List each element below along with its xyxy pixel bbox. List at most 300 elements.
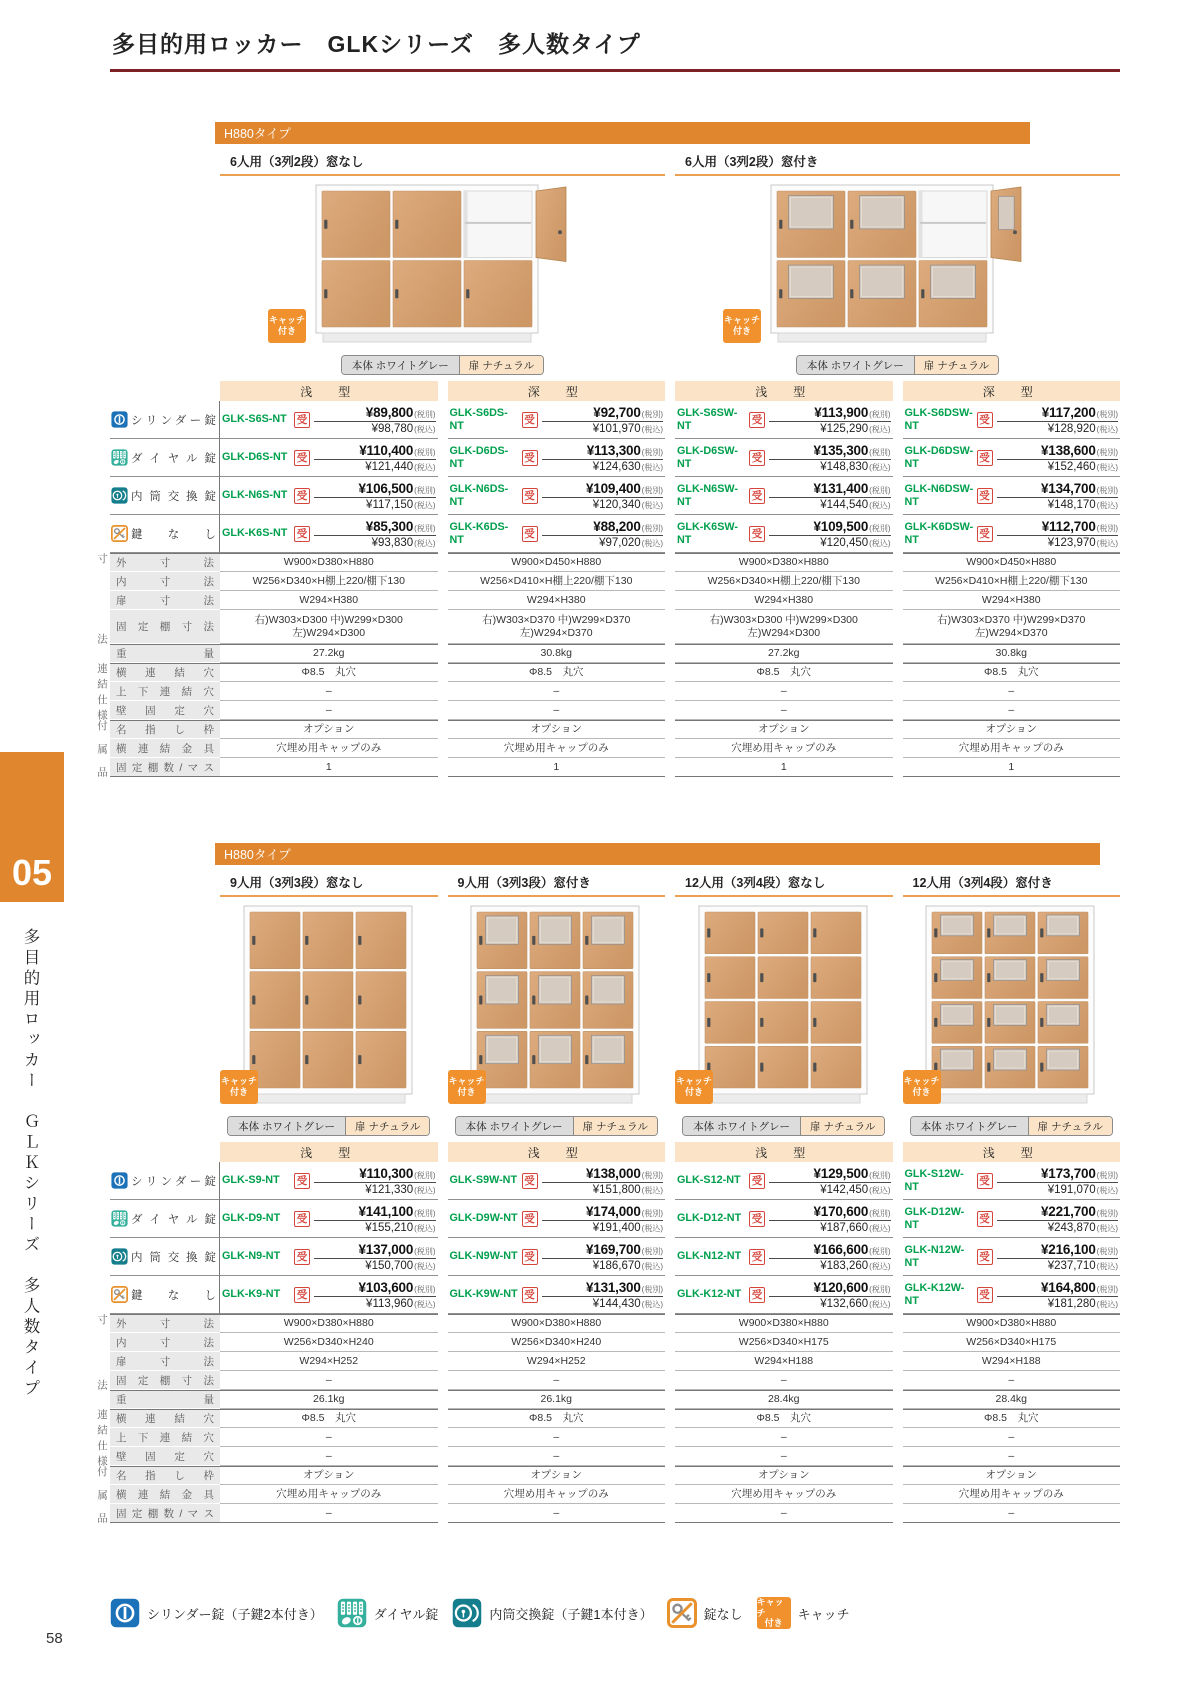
price-tax-excluded: ¥166,600: [813, 1241, 869, 1257]
order-stamp: 受: [749, 450, 765, 466]
order-stamp: 受: [522, 488, 538, 504]
color-spec-chip: [796, 355, 999, 375]
model-code: GLK-D12-NT: [677, 1212, 742, 1225]
price-tax-excluded: ¥110,300: [359, 1165, 414, 1181]
order-stamp: 受: [294, 1173, 310, 1189]
price-tax-included: ¥243,870: [1047, 1221, 1096, 1234]
order-stamp: 受: [522, 1173, 538, 1189]
price-tax-excluded: ¥221,700: [1040, 1203, 1096, 1219]
tax-excluded-suffix: (税別): [414, 409, 436, 419]
price-tax-excluded: ¥131,400: [813, 480, 869, 496]
door-color-label: 扉 ナチュラル: [1028, 1117, 1112, 1135]
spec-value: Φ8.5 丸穴: [675, 663, 893, 682]
tax-excluded-suffix: (税別): [869, 1246, 891, 1256]
spec-value: –: [675, 1504, 893, 1523]
order-stamp: 受: [977, 412, 993, 428]
tax-included-suffix: (税込): [869, 1185, 891, 1195]
no-lock-icon: [111, 1286, 128, 1303]
spec-value: Φ8.5 丸穴: [903, 1409, 1121, 1428]
spec-value: 30.8kg: [448, 644, 666, 663]
spec-value: W294×H380: [903, 591, 1121, 610]
price-tax-excluded: ¥169,700: [585, 1241, 641, 1257]
spec-value: W900×D380×H880: [220, 1314, 438, 1333]
spec-value: オプション: [675, 720, 893, 739]
price-column: [220, 381, 438, 777]
price-tax-excluded: ¥109,400: [585, 480, 641, 496]
cylinder-lock-icon: [111, 1172, 128, 1189]
spec-value: オプション: [220, 1466, 438, 1485]
catch-badge: [448, 1070, 486, 1104]
no-lock-icon: [111, 525, 128, 542]
page-number: 58: [46, 1630, 63, 1647]
order-stamp: 受: [522, 526, 538, 542]
locker-illustration: [315, 184, 571, 349]
tax-included-suffix: (税込): [869, 1299, 891, 1309]
price-cell: [675, 1162, 893, 1200]
spec-value: Φ8.5 丸穴: [903, 663, 1121, 682]
price-cell: [675, 515, 893, 553]
product-subtitle: 9人用（3列3段）窓付き: [448, 868, 666, 897]
spec-value: –: [675, 1371, 893, 1390]
order-stamp: 受: [294, 412, 310, 428]
spec-row-label: 壁 固 定 穴: [110, 1447, 220, 1466]
product-subtitle: 6人用（3列2段）窓なし: [220, 147, 665, 176]
cylinder-lock-icon: [110, 1598, 140, 1628]
lock-type-name: ダイヤル錠: [131, 452, 216, 465]
tax-excluded-suffix: (税別): [641, 1284, 663, 1294]
column-type-header: 浅 型: [675, 381, 893, 401]
price-cell: [448, 515, 666, 553]
price-cell: [220, 401, 438, 439]
spec-row-label: 上下連結穴: [110, 1428, 220, 1447]
price-tax-included: ¥124,630: [592, 460, 641, 473]
spec-row-label: 重 量: [110, 644, 220, 663]
model-code: GLK-S12-NT: [677, 1174, 741, 1187]
model-code: GLK-K9-NT: [222, 1288, 281, 1301]
tax-excluded-suffix: (税別): [869, 1208, 891, 1218]
spec-row-label: 固定棚寸法: [110, 610, 220, 644]
spec-value: –: [448, 1504, 666, 1523]
order-stamp: 受: [977, 1249, 993, 1265]
price-tax-included: ¥120,340: [592, 498, 641, 511]
tax-included-suffix: (税込): [869, 500, 891, 510]
spec-value: Φ8.5 丸穴: [448, 1409, 666, 1428]
product-subtitle: 12人用（3列4段）窓付き: [903, 868, 1121, 897]
spec-value: W900×D450×H880: [903, 553, 1121, 572]
tax-excluded-suffix: (税別): [641, 447, 663, 457]
price-tax-included: ¥187,660: [820, 1221, 869, 1234]
price-cell: [903, 1276, 1121, 1314]
lock-type-label: [110, 1276, 220, 1314]
model-code: GLK-N12-NT: [677, 1250, 742, 1263]
price-tax-excluded: ¥137,000: [358, 1241, 414, 1257]
lock-type-name: シリンダー錠: [131, 1175, 216, 1188]
spec-group-label: 付属品: [96, 720, 108, 777]
spec-value: –: [220, 1371, 438, 1390]
price-tax-excluded: ¥120,600: [813, 1279, 869, 1295]
price-column: [448, 381, 666, 777]
lock-type-label: [110, 401, 220, 439]
price-tax-excluded: ¥135,300: [813, 442, 869, 458]
body-color-label: 本体 ホワイトグレー: [228, 1117, 345, 1135]
product-image: [220, 905, 438, 1110]
price-cell: [448, 477, 666, 515]
price-tax-included: ¥155,210: [365, 1221, 414, 1234]
model-code: GLK-N6DSW-NT: [904, 483, 974, 508]
model-code: GLK-S9W-NT: [449, 1174, 518, 1187]
spec-value: W294×H188: [903, 1352, 1121, 1371]
catch-badge-line1: キャッチ: [448, 1076, 485, 1087]
price-cell: [448, 401, 666, 439]
spec-row-label: 横連結金具: [110, 739, 220, 758]
tax-included-suffix: (税込): [414, 1223, 436, 1233]
spec-row-label: 固定棚寸法: [110, 1371, 220, 1390]
spec-value: W256×D340×H棚上220/棚下130: [675, 572, 893, 591]
order-stamp: 受: [977, 526, 993, 542]
price-tax-excluded: ¥109,500: [813, 518, 869, 534]
spec-value: –: [675, 1428, 893, 1447]
price-tax-excluded: ¥113,900: [814, 404, 869, 420]
spec-value: W294×H188: [675, 1352, 893, 1371]
body-color-label: 本体 ホワイトグレー: [797, 356, 914, 374]
spec-value: –: [903, 1504, 1121, 1523]
tax-excluded-suffix: (税別): [869, 447, 891, 457]
tax-excluded-suffix: (税別): [414, 1284, 436, 1294]
spec-value: –: [220, 682, 438, 701]
price-tax-excluded: ¥164,800: [1040, 1279, 1096, 1295]
spec-value: オプション: [675, 1466, 893, 1485]
color-spec-chip: [682, 1116, 885, 1136]
tax-included-suffix: (税込): [641, 462, 663, 472]
lock-type-name: 鍵 な し: [131, 528, 216, 541]
lock-type-label: [110, 1238, 220, 1276]
price-tax-excluded: ¥173,700: [1040, 1165, 1096, 1181]
price-tax-included: ¥128,920: [1047, 422, 1096, 435]
chapter-tab: [0, 752, 64, 902]
catch-badge: [675, 1070, 713, 1104]
color-spec-chip: [455, 1116, 658, 1136]
tax-excluded-suffix: (税別): [414, 523, 436, 533]
locker-illustration: [470, 905, 642, 1110]
order-stamp: 受: [294, 1211, 310, 1227]
chapter-number: 05: [12, 852, 53, 893]
spec-price-table: [97, 381, 1120, 777]
spec-row-label: 外 寸 法: [110, 553, 220, 572]
spec-group-label: 連結仕様: [96, 663, 108, 720]
spec-value: W294×H380: [448, 591, 666, 610]
spec-group-label: 寸法: [96, 553, 108, 644]
price-tax-excluded: ¥141,100: [358, 1203, 414, 1219]
tax-excluded-suffix: (税別): [1096, 447, 1118, 457]
sidebar-vertical-title: 多目的用ロッカー ＧＬＫシリーズ 多人数タイプ: [21, 928, 39, 1400]
price-column: [675, 381, 893, 777]
lock-type-label: [110, 1200, 220, 1238]
order-stamp: 受: [749, 1173, 765, 1189]
spec-group-label: 寸法: [96, 1314, 108, 1390]
price-tax-excluded: ¥138,000: [585, 1165, 641, 1181]
legend-label: 内筒交換錠（子鍵1本付き）: [489, 1606, 653, 1622]
color-chip-row: [220, 355, 1120, 375]
price-column: [903, 1142, 1121, 1523]
price-tax-excluded: ¥112,700: [1041, 518, 1096, 534]
dial-lock-icon: [337, 1598, 367, 1628]
price-tax-included: ¥144,540: [820, 498, 869, 511]
model-code: GLK-N6DS-NT: [449, 483, 509, 508]
order-stamp: 受: [749, 1287, 765, 1303]
locker-illustration: [925, 905, 1097, 1110]
tax-excluded-suffix: (税別): [1096, 485, 1118, 495]
tax-excluded-suffix: (税別): [641, 1170, 663, 1180]
tax-included-suffix: (税込): [1096, 1299, 1118, 1309]
legend-label: 錠なし: [703, 1606, 743, 1622]
order-stamp: 受: [294, 526, 310, 542]
product-image: [448, 905, 666, 1110]
spec-value: 穴埋め用キャップのみ: [903, 1485, 1121, 1504]
price-cell: [220, 439, 438, 477]
model-code: GLK-K6DSW-NT: [904, 521, 974, 546]
section-header-bar: H880タイプ: [215, 843, 1100, 865]
lock-type-name: 鍵 な し: [131, 1289, 216, 1302]
spec-value: 右)W303×D300 中)W299×D300 左)W294×D300: [220, 610, 438, 644]
spec-value: W256×D340×H240: [448, 1333, 666, 1352]
spec-row-label: 固定棚数/マス: [110, 758, 220, 777]
spec-row-label: 横 連 結 穴: [110, 1409, 220, 1428]
lock-type-label: [110, 477, 220, 515]
color-spec-chip: [227, 1116, 430, 1136]
tax-excluded-suffix: (税別): [1096, 409, 1118, 419]
spec-value: 30.8kg: [903, 644, 1121, 663]
column-type-header: 浅 型: [675, 1142, 893, 1162]
spec-value: –: [448, 1428, 666, 1447]
spec-value: W294×H380: [220, 591, 438, 610]
spec-value: 穴埋め用キャップのみ: [220, 739, 438, 758]
model-code: GLK-K6S-NT: [222, 527, 288, 540]
price-tax-included: ¥97,020: [599, 536, 641, 549]
price-tax-included: ¥186,670: [592, 1259, 641, 1272]
column-type-header: 浅 型: [220, 381, 438, 401]
locker-illustration: [243, 905, 415, 1110]
model-code: GLK-K12W-NT: [904, 1282, 965, 1307]
spec-value: W256×D410×H棚上220/棚下130: [903, 572, 1121, 591]
tax-excluded-suffix: (税別): [1096, 523, 1118, 533]
spec-value: –: [220, 1504, 438, 1523]
spec-value: 1: [220, 758, 438, 777]
tax-included-suffix: (税込): [869, 424, 891, 434]
no-lock-icon: [667, 1598, 697, 1628]
tax-included-suffix: (税込): [1096, 462, 1118, 472]
tax-excluded-suffix: (税別): [1096, 1208, 1118, 1218]
lock-type-label: [110, 1162, 220, 1200]
catch-badge-line2: 付き: [732, 326, 751, 336]
spec-value: W256×D340×H175: [675, 1333, 893, 1352]
column-type-header: 浅 型: [448, 1142, 666, 1162]
spec-value: 右)W303×D370 中)W299×D370 左)W294×D370: [903, 610, 1121, 644]
tax-included-suffix: (税込): [414, 424, 436, 434]
price-tax-included: ¥117,150: [366, 498, 414, 511]
model-code: GLK-D6DS-NT: [449, 445, 509, 470]
price-cell: [448, 1276, 666, 1314]
catch-badge-line2: 付き: [912, 1087, 931, 1097]
spec-value: 穴埋め用キャップのみ: [675, 739, 893, 758]
price-cell: [903, 515, 1121, 553]
order-stamp: 受: [749, 412, 765, 428]
catch-badge-line2: 付き: [229, 1087, 248, 1097]
tax-excluded-suffix: (税別): [1096, 1170, 1118, 1180]
spec-value: 28.4kg: [903, 1390, 1121, 1409]
price-cell: [675, 401, 893, 439]
spec-value: W256×D410×H棚上220/棚下130: [448, 572, 666, 591]
catch-badge-line1: キャッチ: [756, 1596, 784, 1618]
tax-excluded-suffix: (税別): [641, 409, 663, 419]
model-code: GLK-D12W-NT: [904, 1206, 965, 1231]
price-tax-included: ¥123,970: [1047, 536, 1096, 549]
price-cell: [220, 1238, 438, 1276]
spec-value: W256×D340×H175: [903, 1333, 1121, 1352]
order-stamp: 受: [977, 1287, 993, 1303]
model-code: GLK-N12W-NT: [904, 1244, 965, 1269]
tax-included-suffix: (税込): [414, 462, 436, 472]
spec-row-label: 上下連結穴: [110, 682, 220, 701]
price-tax-included: ¥151,800: [592, 1183, 641, 1196]
price-column: [220, 1142, 438, 1523]
column-type-header: 深 型: [903, 381, 1121, 401]
model-code: GLK-K6SW-NT: [677, 521, 738, 546]
model-code: GLK-D6S-NT: [222, 451, 288, 464]
price-column: [903, 381, 1121, 777]
spec-value: オプション: [903, 1466, 1121, 1485]
spec-value: –: [448, 1447, 666, 1466]
tax-excluded-suffix: (税別): [1096, 1246, 1118, 1256]
catch-badge-line2: 付き: [764, 1618, 783, 1629]
price-cell: [448, 1238, 666, 1276]
tax-included-suffix: (税込): [1096, 538, 1118, 548]
tax-excluded-suffix: (税別): [641, 523, 663, 533]
spec-group-label: 付属品: [96, 1466, 108, 1523]
order-stamp: 受: [977, 450, 993, 466]
price-tax-included: ¥93,830: [371, 536, 414, 549]
spec-value: 28.4kg: [675, 1390, 893, 1409]
product-images-row: [220, 184, 1120, 349]
model-code: GLK-N6SW-NT: [677, 483, 738, 508]
body-color-label: 本体 ホワイトグレー: [342, 356, 459, 374]
spec-value: 右)W303×D300 中)W299×D300 左)W294×D300: [675, 610, 893, 644]
price-cell: [220, 1276, 438, 1314]
tax-included-suffix: (税込): [641, 500, 663, 510]
spec-value: 1: [448, 758, 666, 777]
catch-badge: [723, 309, 761, 343]
tax-included-suffix: (税込): [1096, 1185, 1118, 1195]
spec-value: W900×D450×H880: [448, 553, 666, 572]
price-tax-excluded: ¥129,500: [813, 1165, 869, 1181]
model-code: GLK-N9W-NT: [449, 1250, 518, 1263]
spec-value: オプション: [448, 1466, 666, 1485]
legend-label: キャッチ: [797, 1606, 850, 1622]
tax-excluded-suffix: (税別): [641, 1208, 663, 1218]
model-code: GLK-D6DSW-NT: [904, 445, 974, 470]
spec-price-table: [97, 1142, 1120, 1523]
spec-value: 1: [903, 758, 1121, 777]
model-code: GLK-S6S-NT: [222, 413, 287, 426]
spec-row-label: 名 指 し 枠: [110, 720, 220, 739]
price-tax-included: ¥101,970: [592, 422, 641, 435]
catch-badge: [220, 1070, 258, 1104]
price-tax-included: ¥183,260: [820, 1259, 869, 1272]
spec-value: 27.2kg: [675, 644, 893, 663]
lock-type-label: [110, 515, 220, 553]
product-image: [675, 184, 1120, 349]
order-stamp: 受: [522, 450, 538, 466]
order-stamp: 受: [294, 488, 310, 504]
spec-value: 1: [675, 758, 893, 777]
price-tax-included: ¥113,960: [366, 1297, 414, 1310]
price-tax-included: ¥148,830: [820, 460, 869, 473]
tax-excluded-suffix: (税別): [414, 1208, 436, 1218]
catch-badge-line1: キャッチ: [220, 1076, 257, 1087]
spec-value: 穴埋め用キャップのみ: [448, 739, 666, 758]
tax-included-suffix: (税込): [641, 1261, 663, 1271]
price-cell: [903, 1238, 1121, 1276]
legend-label: ダイヤル錠: [373, 1606, 439, 1622]
locker-illustration: [698, 905, 870, 1110]
spec-value: 穴埋め用キャップのみ: [903, 739, 1121, 758]
spec-row-label: 横連結金具: [110, 1485, 220, 1504]
legend-label: シリンダー錠（子鍵2本付き）: [147, 1606, 323, 1622]
column-type-header: 浅 型: [220, 1142, 438, 1162]
product-subtitle: 12人用（3列4段）窓なし: [675, 868, 893, 897]
color-spec-chip: [341, 355, 544, 375]
order-stamp: 受: [294, 1287, 310, 1303]
color-spec-chip: [910, 1116, 1113, 1136]
spec-value: Φ8.5 丸穴: [675, 1409, 893, 1428]
spec-value: 26.1kg: [448, 1390, 666, 1409]
locker-illustration: [770, 184, 1026, 349]
tax-included-suffix: (税込): [1096, 424, 1118, 434]
subtitle-row: [220, 868, 1120, 897]
spec-value: Φ8.5 丸穴: [448, 663, 666, 682]
tax-included-suffix: (税込): [641, 538, 663, 548]
spec-value: W900×D380×H880: [448, 1314, 666, 1333]
price-tax-excluded: ¥117,200: [1041, 404, 1096, 420]
tax-included-suffix: (税込): [1096, 500, 1118, 510]
spec-value: 27.2kg: [220, 644, 438, 663]
price-cell: [675, 1238, 893, 1276]
legend-item: [110, 1598, 323, 1628]
price-tax-excluded: ¥85,300: [365, 518, 414, 534]
column-type-header: 深 型: [448, 381, 666, 401]
tax-excluded-suffix: (税別): [1096, 1284, 1118, 1294]
catch-badge: [757, 1597, 791, 1629]
tax-included-suffix: (税込): [869, 462, 891, 472]
tax-included-suffix: (税込): [641, 1223, 663, 1233]
price-tax-excluded: ¥88,200: [593, 518, 641, 534]
price-cell: [220, 1200, 438, 1238]
price-cell: [903, 1162, 1121, 1200]
catch-badge-line1: キャッチ: [268, 315, 305, 326]
catch-badge: [903, 1070, 941, 1104]
spec-value: W256×D340×H240: [220, 1333, 438, 1352]
catch-badge: [268, 309, 306, 343]
tax-excluded-suffix: (税別): [414, 1170, 436, 1180]
price-cell: [903, 477, 1121, 515]
price-tax-included: ¥125,290: [820, 422, 869, 435]
price-tax-excluded: ¥92,700: [593, 404, 641, 420]
price-cell: [903, 401, 1121, 439]
catch-badge-line2: 付き: [684, 1087, 703, 1097]
catch-badge-line2: 付き: [457, 1087, 476, 1097]
order-stamp: 受: [977, 1211, 993, 1227]
spec-row-label: 横 連 結 穴: [110, 663, 220, 682]
tax-included-suffix: (税込): [414, 1299, 436, 1309]
